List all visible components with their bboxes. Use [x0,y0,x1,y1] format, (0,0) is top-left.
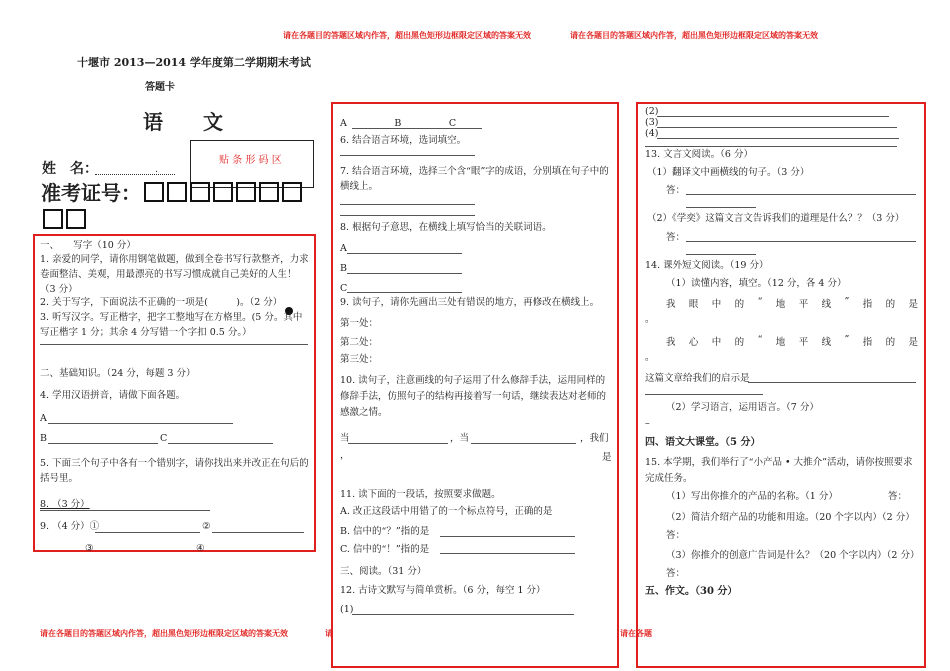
name-label: 姓 名： [42,161,98,177]
section-4-title: 四、语文大课堂。（5 分） [645,437,761,448]
exam-title: 十堰市 2013—2014 学年度第二学期期末考试 [77,56,311,69]
q14-dot-2: 。 [645,352,655,363]
q7-line-2[interactable] [340,215,475,216]
q11-a: A. 改正这段话中用错了的一个标点符号，正确的是 [340,506,553,517]
warning-top-2: 请在各题目的答题区域内作答，超出黑色矩形边框限定区域的答案无效 [570,31,818,40]
q8-a-line[interactable] [347,253,462,254]
question-3: 3. 听写汉字。写正楷字，把字工整地写在方格里。(5 分。其中写正楷字 1 分；其余 4 分写错一个字扣 0.5 分。） [40,312,303,338]
question-7: 7. 结合语言环境，选择三个含“眼”字的成语，分别填在句子中的横线上。 [340,166,609,192]
q8-b-label: B [340,263,347,274]
question-10: 10. 读句子，注意画线的句子运用了什么修辞手法，运用同样的修辞手法，仿照句子的结构再接着写一句话，继续表达对老师的感激之情。 [340,375,607,418]
question-6: 6. 结合语言环境，选词填空。 [340,135,467,146]
section-1-title: 一、 写字（10 分） [40,240,136,251]
abc-underline[interactable] [352,128,482,129]
q14-3-dash: – [645,418,650,429]
section-2-title: 二、基础知识。（24 分，每题 3 分） [40,368,196,379]
abc-line: A B C [340,118,457,129]
q11-b-line[interactable] [440,536,575,537]
line-3[interactable] [657,127,897,128]
q13-2-line-1[interactable] [686,241,916,242]
line-5[interactable] [645,146,897,147]
q9-third: 第三处： [340,354,379,365]
line-3-label: (3) [645,117,659,128]
q9-3-label: ③ [85,543,94,554]
q12-1-label: (1) [340,604,354,615]
q9-4-label: ④ [196,543,205,554]
name-input-line[interactable] [95,174,175,175]
q4-b-label: B [40,433,47,444]
q10-line-1[interactable] [348,443,448,444]
question-4: 4. 学用汉语拼音，请做下面各题。 [40,390,186,401]
q10-shi: 是 [602,452,612,463]
q7-line-1[interactable] [340,204,475,205]
question-2: 2. 关于写字，下面说法不正确的一项是( )。（2 分） [40,297,283,308]
exam-subtitle: 答题卡 [145,82,175,93]
q14-3: （2）学习语言，运用语言。（7 分） [666,402,819,413]
question-8: 8. （3 分） [40,499,90,510]
q15-2-answer: 答： [666,530,686,541]
q11-c: C. 信中的“！”指的是 [340,544,430,555]
q10-dang-2: ，当 [450,433,470,444]
q4-c-label: C [160,433,168,444]
q14-line-2: 我 心 中 的 “ 地 平 线 ” 指 的 是 [666,334,918,348]
q14-2: 这篇文章给我们的启示是 [645,373,750,384]
q8-b-line[interactable] [347,273,462,274]
question-1: 1. 亲爱的同学，请你用钢笔做题，做到全卷书写行款整齐，力求卷面整洁、美观，用最漂亮的书写习惯成就自己美好的人生！（3 分） [40,254,309,295]
barcode-label: 贴 条 形 码 区 [219,155,282,166]
q8-c-line[interactable] [347,292,462,293]
question-5: 5. 下面三个句子中各有一个错别字，请你找出来并改正在句后的括号里。 [40,458,309,484]
q9-second: 第二处： [340,337,379,348]
exam-id-label: 准考证号： [41,181,141,205]
q8-line[interactable] [40,510,210,511]
q14-1: （1）读懂内容，填空。（12 分，各 4 分） [666,278,847,289]
q10-line-2[interactable] [471,443,576,444]
q15-3-answer: 答： [666,568,686,579]
q11-b: B. 信中的“？”指的是 [340,526,430,537]
question-9: 9. （4 分）① [40,521,100,532]
warning-bottom-2: 请 [325,629,333,638]
question-14: 14. 课外短文阅读。（19 分） [645,260,769,271]
q4-a-line[interactable] [48,423,233,424]
q4-c-line[interactable] [168,443,273,444]
subject-title: 语 文 [143,110,223,134]
question-8-col2: 8. 根据句子意思，在横线上填写恰当的关联词语。 [340,222,552,233]
q13-1-line-1[interactable] [686,194,916,195]
q10-comma: ， [340,450,350,461]
question-9-col2: 9. 读句子，请你先画出三处有错误的地方，再修改在横线上。 [340,297,600,308]
q9-2-line[interactable] [212,532,304,533]
q13-1-answer-label: 答： [666,185,686,196]
q13-2: （2）《学奕》这篇文言文告诉我们的道理是什么？？（3 分） [647,213,905,224]
section-5-title: 五、作文。（30 分） [645,586,738,597]
q13-2-answer-label: 答： [666,232,686,243]
warning-bottom-3: 请在各题 [620,629,652,638]
barcode-area [190,140,314,188]
q14-dot-1: 。 [645,314,655,325]
q15-1-answer: 答： [888,491,908,502]
q6-line[interactable] [340,155,475,156]
q3-line [40,344,308,345]
q15-1: （1）写出你推介的产品的名称。（1 分） [666,491,838,502]
section-3-title: 三、阅读。（31 分） [340,566,427,577]
q14-2-line-2[interactable] [645,394,763,395]
q8-c-label: C [340,283,348,294]
q14-line-1: 我 眼 中 的 “ 地 平 线 ” 指 的 是 [666,296,918,310]
line-2-label: (2) [645,106,659,117]
line-4[interactable] [657,138,899,139]
name-dot: . [155,164,159,175]
warning-bottom-1: 请在各题目的答题区域内作答，超出黑色矩形边框限定区域的答案无效 [40,629,288,638]
q10-women: ，我们 [580,433,609,444]
q11-c-line[interactable] [440,553,575,554]
q9-1-line[interactable] [95,532,200,533]
question-15: 15. 本学期，我们举行了“小产品 • 大推介”活动，请你按照要求完成任务。 [645,457,913,484]
q15-2: （2）简洁介绍产品的功能和用途。（20 个字以内）（2 分） [666,512,915,523]
q9-2-label: ② [202,521,211,532]
line-2[interactable] [657,116,889,117]
question-13: 13. 文言文阅读。（6 分） [645,149,753,160]
q4-a-label: A [40,413,47,424]
q13-1-line-2[interactable] [686,207,756,208]
q9-first: 第一处： [340,318,379,329]
exam-id-boxes-row2[interactable] [43,209,89,229]
line-4-label: (4) [645,128,659,139]
q13-1: （1）翻译文中画横线的句子。（3 分） [647,167,810,178]
exam-id-boxes-row1[interactable] [144,182,305,202]
q10-dang-1: 当 [340,433,350,444]
q8-a-label: A [340,243,347,254]
warning-top-1: 请在各题目的答题区域内作答，超出黑色矩形边框限定区域的答案无效 [283,31,531,40]
question-12: 12. 古诗文默写与简单赏析。（6 分，每空 1 分） [340,585,546,596]
question-11: 11. 读下面的一段话，按照要求做题。 [340,489,501,500]
q4-b-line[interactable] [48,443,158,444]
q12-1-line[interactable] [352,614,574,615]
q14-2-line-1[interactable] [748,382,916,383]
q15-3: （3）你推介的创意广告词是什么？（20 个字以内）（2 分） [666,550,920,561]
q13-2-line-2[interactable] [686,254,756,255]
